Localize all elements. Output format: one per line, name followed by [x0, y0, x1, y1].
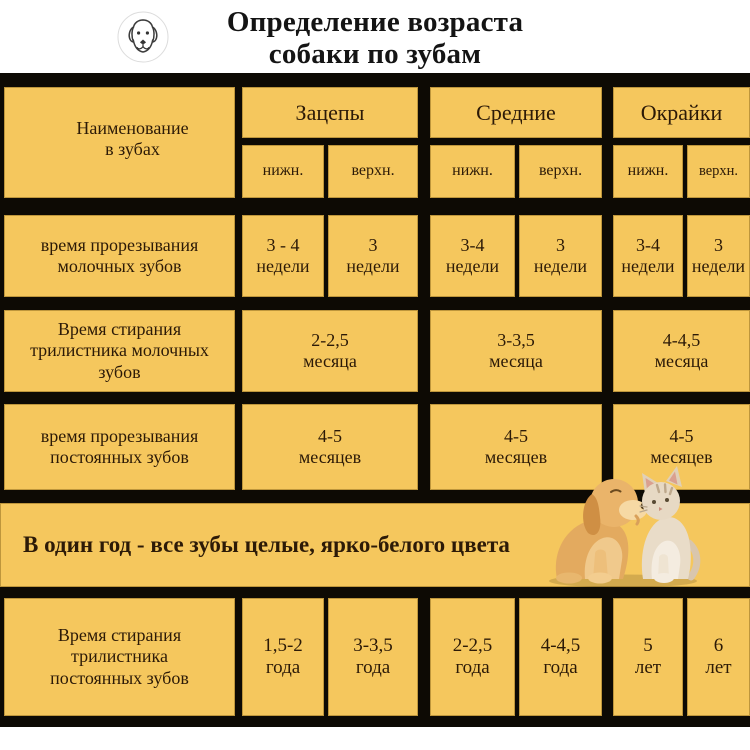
cell-milk-eruption-srednie-upper: 3 недели — [519, 215, 602, 297]
puppy — [556, 479, 648, 584]
cell-milk-wear-okrayki: 4-4,5 месяца — [613, 310, 750, 392]
cell-perm-wear-2: 3-3,5 года — [328, 598, 418, 716]
cell-perm-wear-4: 4-4,5 года — [519, 598, 602, 716]
page-title-line1: Определение возраста — [226, 6, 524, 38]
cell-perm-wear-6: 6 лет — [687, 598, 750, 716]
cell-milk-eruption-zacepy-lower: 3 - 4 недели — [242, 215, 324, 297]
column-header-okrayki: Окрайки — [613, 87, 750, 138]
cell-milk-eruption-okrayki-upper: 3 недели — [687, 215, 750, 297]
row-label-perm-wear: Время стирания трилистника постоянных зубов — [4, 598, 235, 716]
column-header-srednie: Средние — [430, 87, 602, 138]
cell-perm-eruption-okrayki: 4-5 месяцев — [613, 404, 750, 490]
subheader-okrayki-upper: верхн. — [687, 145, 750, 198]
column-header-zacepy: Зацепы — [242, 87, 418, 138]
cell-perm-wear-1: 1,5-2 года — [242, 598, 324, 716]
kitten — [640, 466, 697, 583]
cell-milk-wear-zacepy: 2-2,5 месяца — [242, 310, 418, 392]
subheader-srednie-upper: верхн. — [519, 145, 602, 198]
one-year-note: В один год - все зубы целые, ярко-белого цвета — [0, 503, 750, 587]
row-label-milk-eruption: время прорезывания молочных зубов — [4, 215, 235, 297]
puppy-kitten-image — [541, 461, 705, 589]
row-label-perm-eruption: время прорезывания постоянных зубов — [4, 404, 235, 490]
masthead — [0, 0, 750, 73]
subheader-zacepy-upper: верхн. — [328, 145, 418, 198]
cell-perm-wear-3: 2-2,5 года — [430, 598, 515, 716]
cell-perm-wear-5: 5 лет — [613, 598, 683, 716]
header-name-line2: в зубах — [105, 139, 160, 160]
cell-milk-eruption-okrayki-lower: 3-4 недели — [613, 215, 683, 297]
header-name-column — [4, 87, 235, 198]
page-title — [0, 6, 750, 70]
header-name-line1: Наименование — [76, 118, 189, 138]
cell-perm-eruption-srednie: 4-5 месяцев — [430, 404, 602, 490]
cell-perm-eruption-zacepy: 4-5 месяцев — [242, 404, 418, 490]
row-label-milk-wear: Время стирания трилистника молочных зубов — [4, 310, 235, 392]
subheader-zacepy-lower: нижн. — [242, 145, 324, 198]
page-title-line2: собаки по зубам — [268, 38, 482, 70]
cell-milk-eruption-zacepy-upper: 3 недели — [328, 215, 418, 297]
bottom-margin — [0, 727, 750, 750]
cell-milk-eruption-srednie-lower: 3-4 недели — [430, 215, 515, 297]
cell-milk-wear-srednie: 3-3,5 месяца — [430, 310, 602, 392]
subheader-okrayki-lower: нижн. — [613, 145, 683, 198]
subheader-srednie-lower: нижн. — [430, 145, 515, 198]
